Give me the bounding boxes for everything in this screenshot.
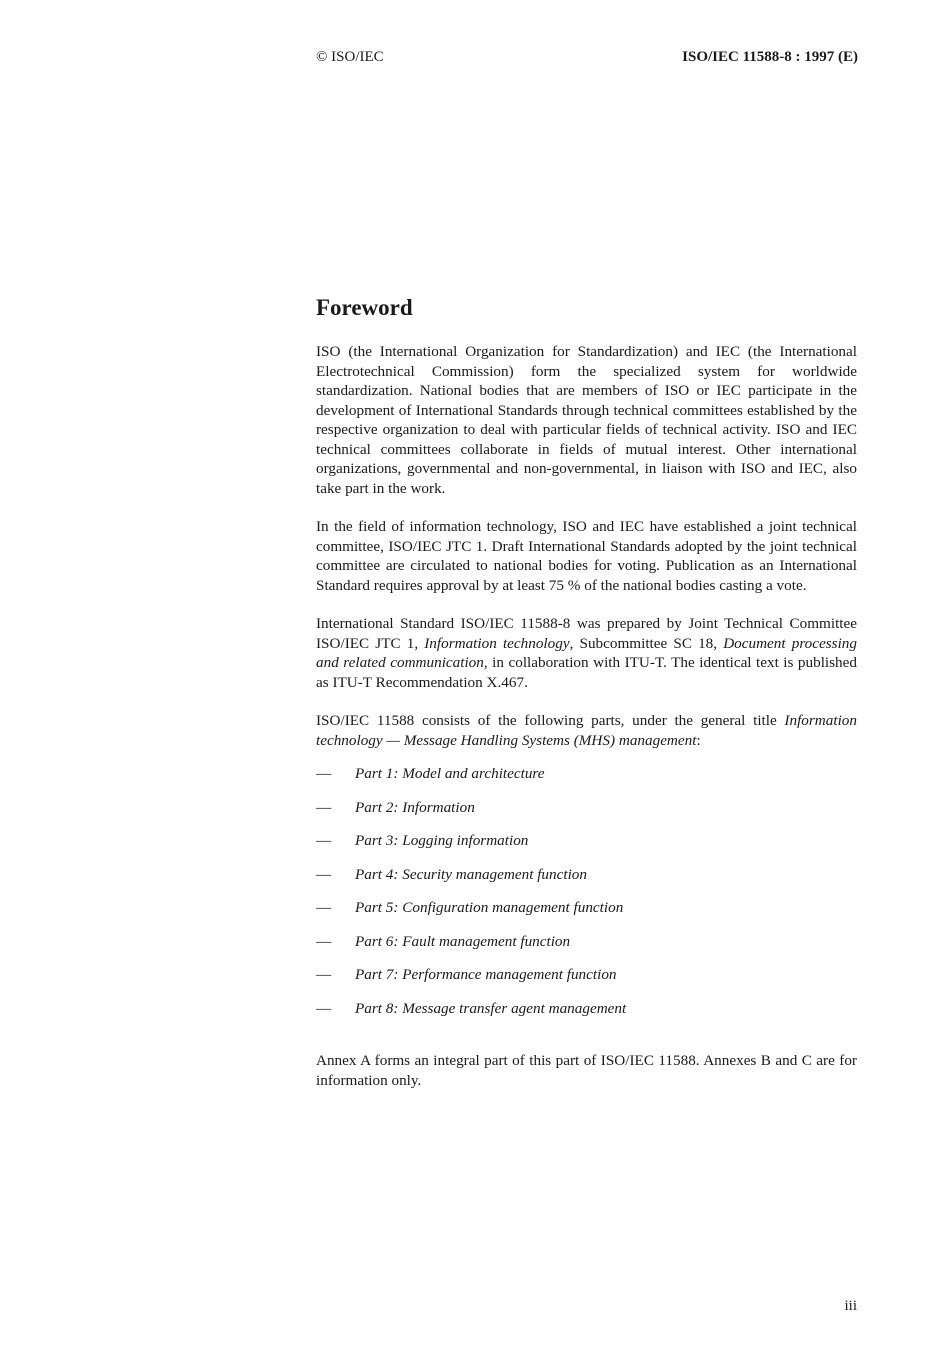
list-dash: — (316, 899, 332, 916)
committee-title: Information technology (424, 634, 570, 652)
part-label: Part 8: Message transfer agent management (355, 999, 627, 1017)
list-dash: — (316, 865, 332, 883)
paragraph-parts-intro-text-c: : (696, 731, 701, 749)
header-copyright: © ISO/IEC (316, 49, 384, 65)
part-label: Part 2: Information (355, 798, 475, 816)
foreword-body (316, 342, 857, 1090)
list-dash: — (316, 798, 332, 816)
list-item (316, 965, 857, 999)
part-label: Part 6: Fault management function (355, 932, 571, 950)
list-dash: — (316, 966, 332, 983)
list-item (316, 831, 857, 865)
paragraph-jtc1: In the field of information technology, ISO and IEC have established a joint technical committee, ISO/IEC JTC 1. Draft International Standards adopted by the joint technical committee are circulated to national bodies for voting. Publication as an International Standard requires approval by at least 75 % of the national bodies casting a vote. (316, 518, 857, 594)
page-number: iii (844, 1298, 857, 1314)
list-dash: — (316, 765, 332, 782)
page-title: Foreword (316, 295, 413, 320)
part-label: Part 1: Model and architecture (355, 765, 545, 782)
header-document-id: ISO/IEC 11588-8 : 1997 (E) (682, 49, 858, 65)
list-item (316, 932, 857, 966)
list-item (316, 865, 857, 899)
part-label: Part 5: Configuration management function (355, 899, 624, 916)
subcommittee-title: Document processing and related communication (316, 634, 857, 671)
list-item (316, 764, 857, 798)
paragraph-parts-intro (316, 711, 857, 750)
part-label: Part 3: Logging information (355, 832, 529, 849)
paragraph-annexes: Annex A forms an integral part of this part of ISO/IEC 11588. Annexes B and C are for information only. (316, 1052, 857, 1089)
paragraph-prepared-by-text-e: , in collaboration with ITU-T. The identical text is published as ITU-T Recommendation X.467. (316, 654, 857, 691)
part-label: Part 4: Security management function (355, 865, 587, 883)
parts-list (316, 764, 857, 1032)
paragraph-organizations: ISO (the International Organization for Standardization) and IEC (the International Electrotechnical Commission) form the specialized system for worldwide standardization. National bodies that are members of ISO or IEC participate in the development of International Standards through technical committees established by the respective organization to deal with particular fields of technical activity. ISO and IEC technical committees collaborate in fields of mutual interest. Other international organizations, governmental and non-governmental, in liaison with ISO and IEC, also take part in the work. (316, 343, 857, 497)
paragraph-prepared-by-text-a: International Standard ISO/IEC 11588-8 was prepared by Joint Technical Committee ISO/IEC JTC 1, (316, 615, 857, 652)
list-dash: — (316, 832, 332, 849)
list-item (316, 898, 857, 932)
general-title: Information technology — Message Handling Systems (MHS) management (316, 712, 857, 749)
list-item (316, 999, 857, 1033)
paragraph-parts-intro-text-a: ISO/IEC 11588 consists of the following parts, under the general title (316, 712, 785, 729)
paragraph-prepared-by-text-c: , Subcommittee SC 18, (569, 634, 724, 652)
list-item (316, 798, 857, 832)
part-label: Part 7: Performance management function (355, 966, 617, 983)
list-dash: — (316, 932, 332, 950)
list-dash: — (316, 999, 332, 1017)
paragraph-prepared-by (316, 614, 857, 692)
